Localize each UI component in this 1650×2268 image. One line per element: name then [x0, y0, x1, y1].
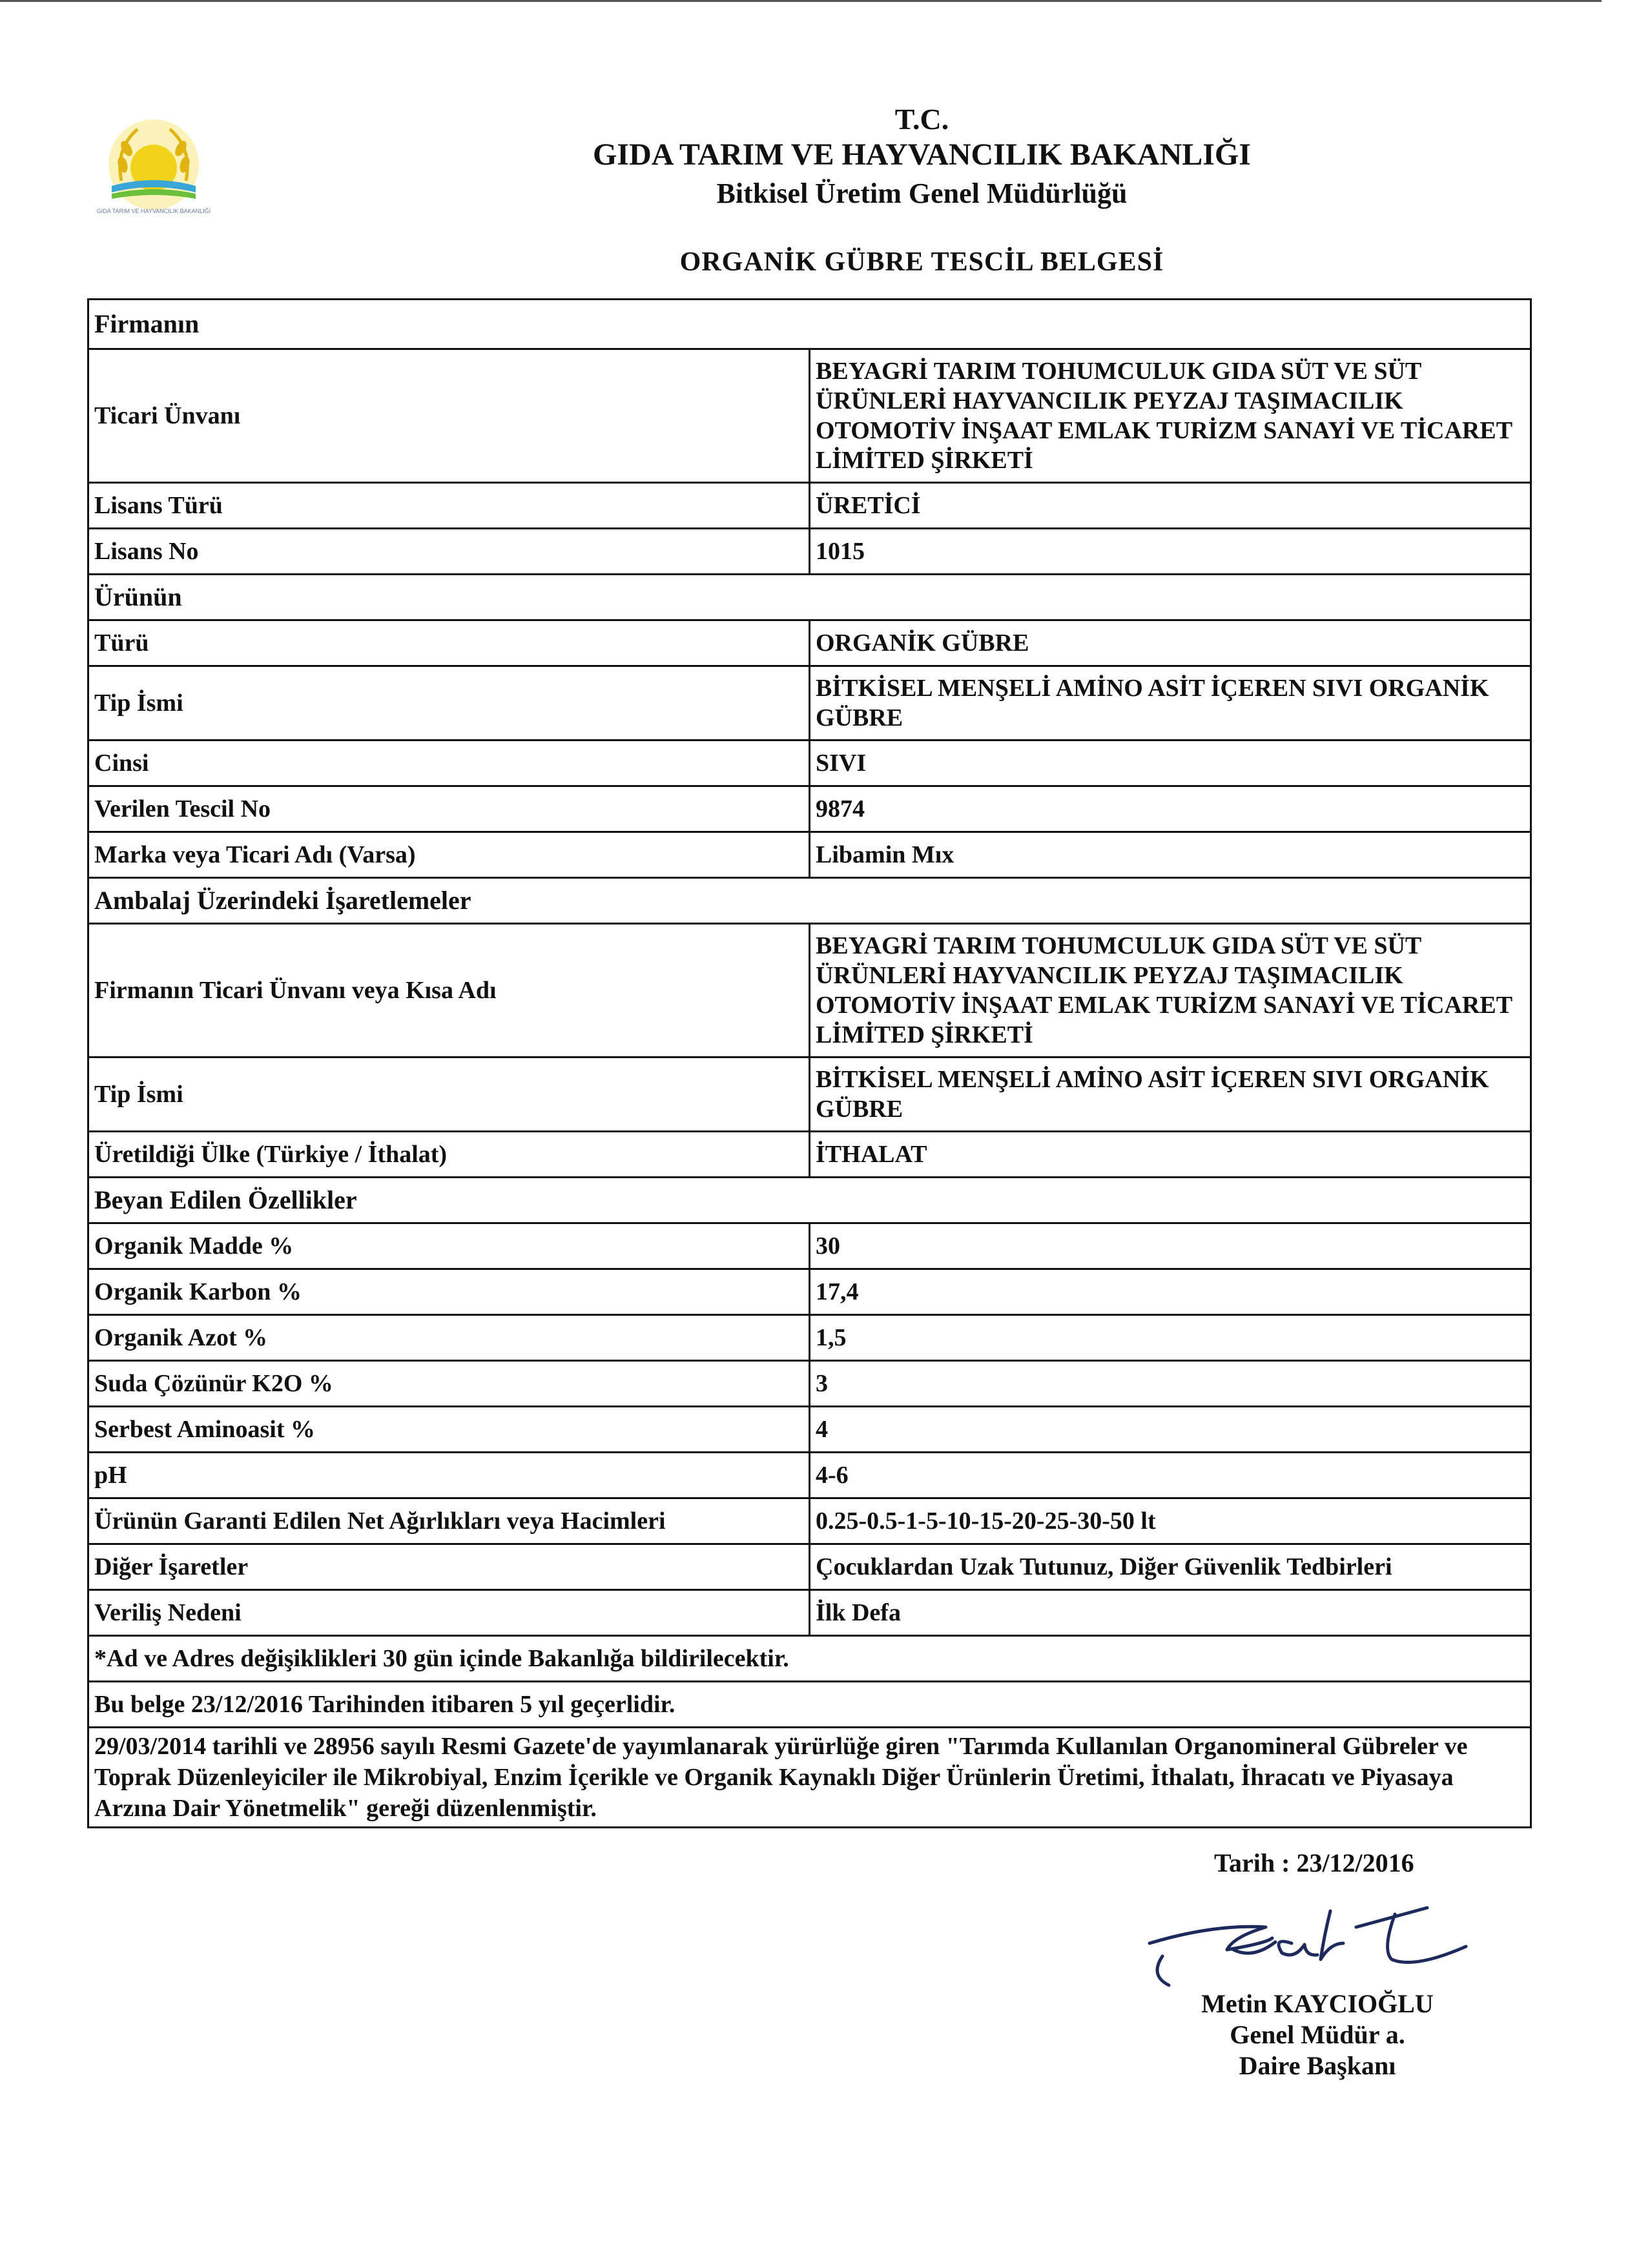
note-row: [88, 1682, 1531, 1728]
address-change-note: *Ad ve Adres değişiklikleri 30 gün içinde Bakanlığa bildirilecektir.: [88, 1636, 1531, 1682]
brand-name-label: Marka veya Ticari Adı (Varsa): [88, 832, 810, 878]
validity-note: Bu belge 23/12/2016 Tarihinden itibaren 5 yıl geçerlidir.: [88, 1682, 1531, 1728]
package-firm-label: Firmanın Ticari Ünvanı veya Kısa Adı: [88, 924, 810, 1057]
table-row: [88, 1453, 1531, 1498]
section-product-label: Ürünün: [88, 575, 1531, 620]
property-value: 4-6: [810, 1453, 1531, 1498]
table-row: [88, 666, 1531, 741]
registration-no-value: 9874: [810, 786, 1531, 832]
table-row: [88, 832, 1531, 878]
property-value: 30: [810, 1223, 1531, 1269]
property-value: 4: [810, 1407, 1531, 1453]
origin-country-label: Üretildiği Ülke (Türkiye / İthalat): [88, 1132, 810, 1178]
property-label: Serbest Aminoasit %: [88, 1407, 810, 1453]
table-row: [88, 1361, 1531, 1407]
document-title: ORGANİK GÜBRE TESCİL BELGESİ: [679, 247, 1164, 277]
license-type-label: Lisans Türü: [88, 483, 810, 529]
brand-name-value: Libamin Mıx: [810, 832, 1531, 878]
top-border-line: [0, 0, 1602, 2]
net-amount-label: Ürünün Garanti Edilen Net Ağırlıkları veya Hacimleri: [88, 1498, 810, 1544]
property-label: Organik Madde %: [88, 1223, 810, 1269]
other-markings-value: Çocuklardan Uzak Tutunuz, Diğer Güvenlik Tedbirleri: [810, 1544, 1531, 1590]
license-type-value: ÜRETİCİ: [810, 483, 1531, 529]
table-row: [88, 786, 1531, 832]
svg-text:GIDA TARIM VE HAYVANCILIK BAKA: GIDA TARIM VE HAYVANCILIK BAKANLIĞI: [96, 208, 211, 214]
origin-country-value: İTHALAT: [810, 1132, 1531, 1178]
license-no-value: 1015: [810, 529, 1531, 575]
product-kind-label: Türü: [88, 620, 810, 666]
table-row: [88, 1407, 1531, 1453]
type-name-value: BİTKİSEL MENŞELİ AMİNO ASİT İÇEREN SIVI ORGANİK GÜBRE: [810, 666, 1531, 741]
note-row: [88, 1636, 1531, 1682]
trade-name-value: BEYAGRİ TARIM TOHUMCULUK GIDA SÜT VE SÜT ÜRÜNLERİ HAYVANCILIK PEYZAJ TAŞIMACILIK OTOMOTİV İNŞAAT EMLAK TURİZM SANAYİ VE TİCARET LİMİTED ŞİRKETİ: [810, 349, 1531, 483]
table-row: [88, 1498, 1531, 1544]
section-row-package: [88, 878, 1531, 924]
type-name-label: Tip İsmi: [88, 666, 810, 741]
trade-name-label: Ticari Ünvanı: [88, 349, 810, 483]
regulation-note: 29/03/2014 tarihli ve 28956 sayılı Resmi Gazete'de yayımlanarak yürürlüğe giren "Tarımda Kullanılan Organomineral Gübreler ve Toprak Düzenleyiciler ile Mikrobiyal, Enzim İçerikle ve Organik Kaynaklı Diğer Ürünlerin Üretimi, İthalatı, İhracatı ve Piyasaya Arzına Dair Yönetmelik" gereği düzenlenmiştir.: [88, 1728, 1531, 1828]
net-amount-value: 0.25-0.5-1-5-10-15-20-25-30-50 lt: [810, 1498, 1531, 1544]
table-row: [88, 1315, 1531, 1361]
other-markings-label: Diğer İşaretler: [88, 1544, 810, 1590]
header-department: Bitkisel Üretim Genel Müdürlüğü: [716, 178, 1128, 209]
table-row: [88, 483, 1531, 529]
product-kind-value: ORGANİK GÜBRE: [810, 620, 1531, 666]
issue-date: Tarih : 23/12/2016: [1214, 1848, 1414, 1877]
certificate-table: [87, 298, 1532, 1828]
table-row: [88, 741, 1531, 786]
signer-name: Metin KAYCIOĞLU: [1201, 1989, 1434, 2018]
issue-reason-label: Veriliş Nedeni: [88, 1590, 810, 1636]
table-row: [88, 349, 1531, 483]
package-firm-value: BEYAGRİ TARIM TOHUMCULUK GIDA SÜT VE SÜT ÜRÜNLERİ HAYVANCILIK PEYZAJ TAŞIMACILIK OTOMOTİV İNŞAAT EMLAK TURİZM SANAYİ VE TİCARET LİMİTED ŞİRKETİ: [810, 924, 1531, 1057]
property-value: 1,5: [810, 1315, 1531, 1361]
table-row: [88, 1223, 1531, 1269]
registration-no-label: Verilen Tescil No: [88, 786, 810, 832]
section-properties-label: Beyan Edilen Özellikler: [88, 1178, 1531, 1223]
form-value: SIVI: [810, 741, 1531, 786]
table-row: [88, 1057, 1531, 1132]
section-firm-label: Firmanın: [88, 300, 1531, 349]
table-row: [88, 1544, 1531, 1590]
table-row: [88, 1269, 1531, 1315]
table-row: [88, 924, 1531, 1057]
property-value: 17,4: [810, 1269, 1531, 1315]
property-label: pH: [88, 1453, 810, 1498]
property-value: 3: [810, 1361, 1531, 1407]
section-package-label: Ambalaj Üzerindeki İşaretlemeler: [88, 878, 1531, 924]
property-label: Organik Azot %: [88, 1315, 810, 1361]
property-label: Organik Karbon %: [88, 1269, 810, 1315]
table-row: [88, 529, 1531, 575]
header-tc: T.C.: [894, 103, 949, 136]
header-ministry: GIDA TARIM VE HAYVANCILIK BAKANLIĞI: [593, 138, 1251, 172]
section-row-firm: [88, 300, 1531, 349]
section-row-properties: [88, 1178, 1531, 1223]
package-type-name-value: BİTKİSEL MENŞELİ AMİNO ASİT İÇEREN SIVI ORGANİK GÜBRE: [810, 1057, 1531, 1132]
issue-reason-value: İlk Defa: [810, 1590, 1531, 1636]
table-row: [88, 1132, 1531, 1178]
signer-title: Genel Müdür a.: [1230, 2020, 1405, 2049]
signer-department: Daire Başkanı: [1239, 2051, 1396, 2080]
property-label: Suda Çözünür K2O %: [88, 1361, 810, 1407]
form-label: Cinsi: [88, 741, 810, 786]
section-row-product: [88, 575, 1531, 620]
license-no-label: Lisans No: [88, 529, 810, 575]
note-row: [88, 1728, 1531, 1828]
table-row: [88, 620, 1531, 666]
package-type-name-label: Tip İsmi: [88, 1057, 810, 1132]
table-row: [88, 1590, 1531, 1636]
